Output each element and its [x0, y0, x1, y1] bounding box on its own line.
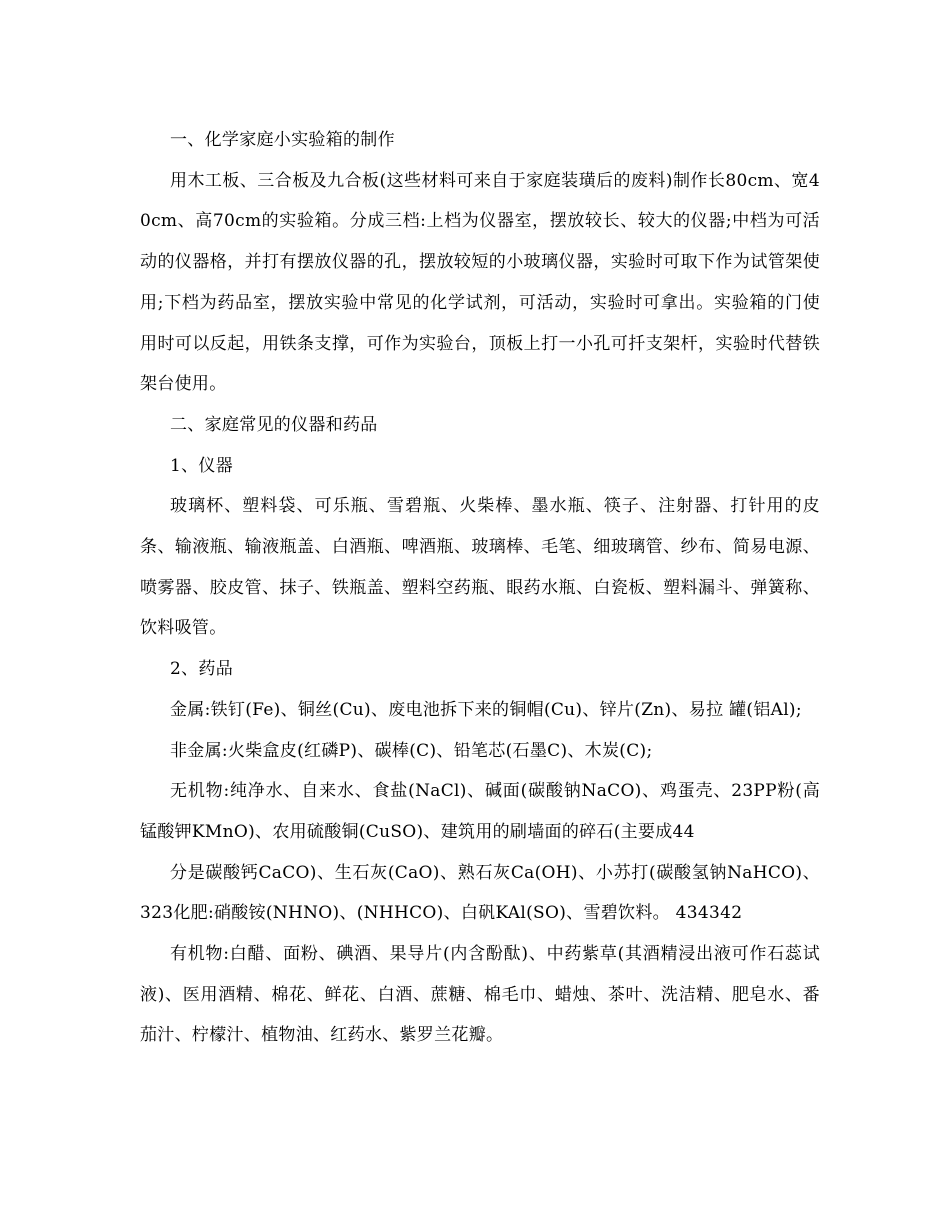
- paragraph-organics: 有机物:白醋、面粉、碘酒、果导片(内含酚酞)、中药紫草(其酒精浸出液可作石蕊试液)、医用酒精、棉花、鲜花、白酒、蔗糖、棉毛巾、蜡烛、茶叶、洗洁精、肥皂水、番茄汁、柠檬汁、植物油、红药水、紫罗兰花瓣。: [140, 944, 820, 1046]
- paragraph-nonmetals: 非金属:火柴盒皮(红磷P)、碳棒(C)、铅笔芯(石墨C)、木炭(C);: [170, 740, 653, 761]
- document-body: [140, 120, 820, 1056]
- subheading-chemicals: 2、药品: [170, 659, 234, 680]
- subheading-instruments: 1、仪器: [170, 455, 234, 476]
- paragraph-metals: 金属:铁钉(Fe)、铜丝(Cu)、废电池拆下来的铜帽(Cu)、锌片(Zn)、易拉 罐(铝Al);: [170, 699, 802, 720]
- section-heading-lab-box: 一、化学家庭小实验箱的制作: [170, 130, 395, 150]
- paragraph-instruments-list: 玻璃杯、塑料袋、可乐瓶、雪碧瓶、火柴棒、墨水瓶、筷子、注射器、打针用的皮条、输液瓶、输液瓶盖、白酒瓶、啤酒瓶、玻璃棒、毛笔、细玻璃管、纱布、简易电源、喷雾器、胶皮管、抹子、铁瓶盖、塑料空药瓶、眼药水瓶、白瓷板、塑料漏斗、弹簧称、饮料吸管。: [140, 496, 820, 639]
- paragraph-inorganics-continued: 分是碳酸钙CaCO)、生石灰(CaO)、熟石灰Ca(OH)、小苏打(碳酸氢钠NaHCO)、323化肥:硝酸铵(NHNO)、(NHHCO)、白矾KAl(SO)、雪碧饮料。 434342: [140, 862, 820, 924]
- paragraph-lab-box-description: 用木工板、三合板及九合板(这些材料可来自于家庭装璜后的废料)制作长80cm、宽40cm、高70cm的实验箱。分成三档:上档为仪器室，摆放较长、较大的仪器;中档为可活动的仪器格，并打有摆放仪器的孔，摆放较短的小玻璃仪器，实验时可取下作为试管架使用;下档为药品室，摆放实验中常见的化学试剂，可活动，实验时可拿出。实验箱的门使用时可以反起，用铁条支撑，可作为实验台，顶板上打一小孔可扦支架杆，实验时代替铁架台使用。: [140, 170, 820, 395]
- section-heading-instruments-chemicals: 二、家庭常见的仪器和药品: [170, 414, 378, 435]
- paragraph-inorganics: 无机物:纯净水、自来水、食盐(NaCl)、碱面(碳酸钠NaCO)、鸡蛋壳、23PP粉(高锰酸钾KMnO)、农用硫酸铜(CuSO)、建筑用的刷墙面的碎石(主要成44: [140, 781, 820, 842]
